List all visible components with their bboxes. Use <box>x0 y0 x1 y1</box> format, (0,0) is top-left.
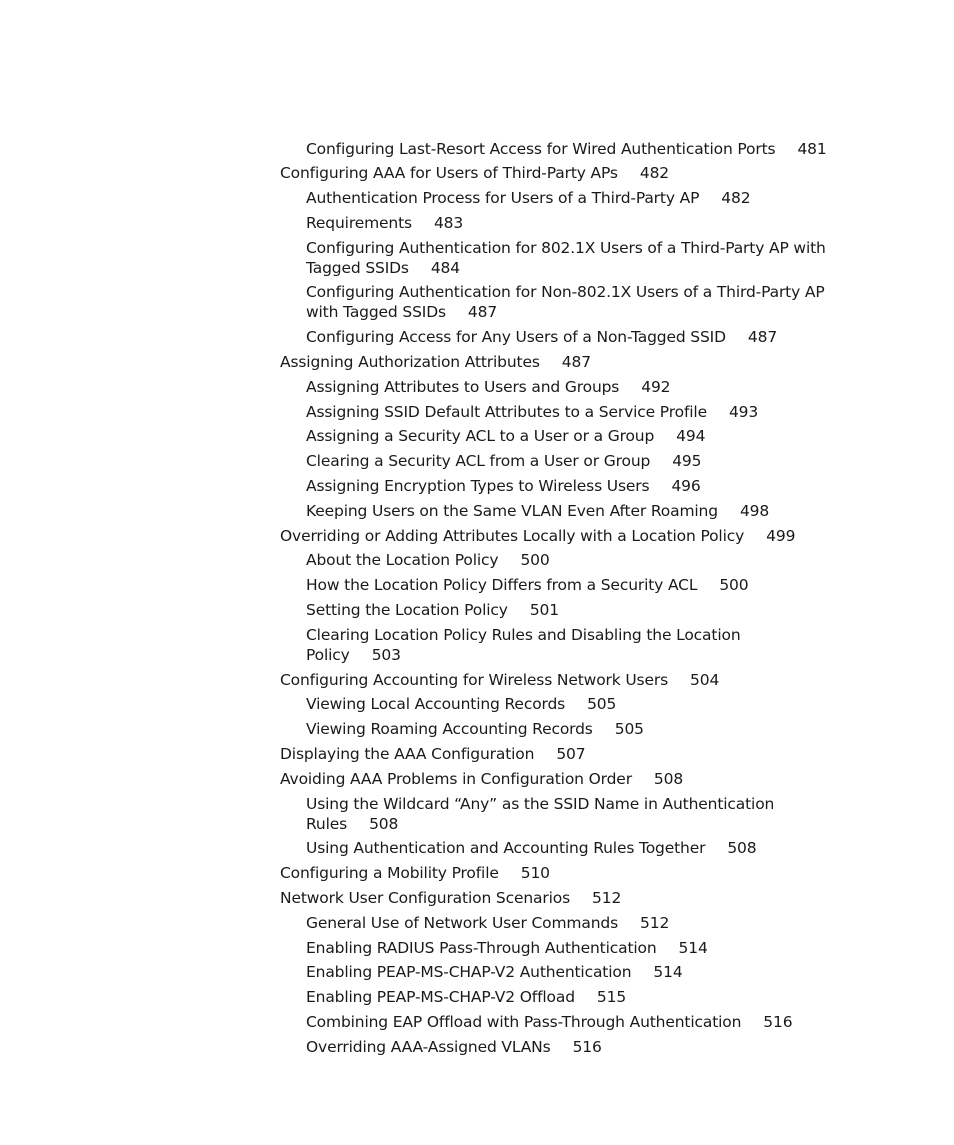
toc-entry-page-number: 498 <box>739 501 770 520</box>
toc-entry-page-number: 482 <box>639 164 669 183</box>
toc-entry-page-number: 514 <box>653 963 683 982</box>
toc-subsection-entry[interactable] <box>280 836 840 861</box>
toc-entry-title: Enabling RADIUS Pass-Through Authentication <box>306 938 657 957</box>
toc-entry-page-number: 501 <box>529 601 559 620</box>
toc-entry-title: Network User Configuration Scenarios <box>280 889 571 908</box>
toc-entry-title: Configuring Access for Any Users of a Non-Tagged SSID <box>306 328 726 347</box>
toc-entry-title: Assigning SSID Default Attributes to a Service Profile <box>306 402 707 421</box>
toc-entry-page-number: 500 <box>520 551 550 570</box>
toc-subsection-entry[interactable] <box>280 399 840 424</box>
toc-section-entry[interactable] <box>280 350 840 375</box>
toc-entry-page-number: 516 <box>572 1037 602 1056</box>
toc-subsection-entry[interactable] <box>280 186 840 211</box>
toc-subsection-entry[interactable] <box>280 960 840 985</box>
toc-section-entry[interactable] <box>280 886 840 911</box>
toc-entry-title: Overriding AAA-Assigned VLANs <box>306 1037 551 1056</box>
toc-entry-page-number: 494 <box>676 427 706 446</box>
toc-entry-title: How the Location Policy Differs from a Security ACL <box>306 576 698 595</box>
toc-entry-title: Avoiding AAA Problems in Configuration Order <box>280 769 632 788</box>
toc-entry-title: Configuring AAA for Users of Third-Party APs <box>280 164 618 183</box>
toc-entry-title: Enabling PEAP-MS-CHAP-V2 Authentication <box>306 963 632 982</box>
toc-subsection-entry[interactable] <box>280 325 840 350</box>
toc-entry-title: General Use of Network User Commands <box>306 913 619 932</box>
toc-entry-page-number: 515 <box>596 988 627 1007</box>
toc-entry-page-number: 508 <box>727 839 757 858</box>
toc-subsection-entry[interactable] <box>280 449 840 474</box>
toc-section-entry[interactable] <box>280 766 840 791</box>
toc-entry-page-number: 487 <box>561 353 591 372</box>
toc-entry-title: Viewing Roaming Accounting Records <box>306 720 593 739</box>
toc-entry-page-number: 482 <box>721 189 751 208</box>
toc-subsection-entry[interactable] <box>280 717 840 742</box>
toc-entry-title: Requirements <box>306 213 412 232</box>
toc-entry-page-number: 512 <box>592 889 622 908</box>
toc-entry-title: Using Authentication and Accounting Rules Together <box>306 839 706 858</box>
toc-subsection-entry[interactable] <box>280 573 840 598</box>
toc-section-entry[interactable] <box>280 523 840 548</box>
toc-entry-page-number: 516 <box>763 1013 793 1031</box>
toc-entry-page-number: 487 <box>467 303 498 322</box>
toc-subsection-entry[interactable] <box>280 235 840 280</box>
toc-subsection-entry[interactable] <box>280 374 840 399</box>
toc-entry-page-number: 499 <box>766 526 796 545</box>
toc-entry-title: Assigning Authorization Attributes <box>280 353 540 372</box>
toc-subsection-entry[interactable] <box>280 280 840 325</box>
toc-entry-title: Clearing Location Policy Rules and Disabling the Location Policy <box>306 625 741 664</box>
toc-entry-page-number: 483 <box>433 213 464 232</box>
toc-entry-page-number: 487 <box>747 328 778 347</box>
toc-subsection-entry[interactable] <box>280 910 840 935</box>
toc-entry-page-number: 492 <box>641 377 671 396</box>
toc-entry-title: Configuring Accounting for Wireless Network Users <box>280 670 669 689</box>
toc-subsection-entry[interactable] <box>280 692 840 717</box>
toc-entry-page-number: 505 <box>587 695 617 714</box>
toc-entry-title: Using the Wildcard “Any” as the SSID Name in Authentication Rules <box>306 794 775 833</box>
toc-subsection-entry[interactable] <box>280 136 840 161</box>
toc-subsection-entry[interactable] <box>280 1034 840 1059</box>
toc-entry-title: Configuring Authentication for 802.1X Users of a Third-Party AP with Tagged SSIDs <box>306 238 826 277</box>
table-of-contents <box>280 136 840 1059</box>
toc-entry-page-number: 481 <box>797 139 827 158</box>
toc-section-entry[interactable] <box>280 861 840 886</box>
toc-section-entry[interactable] <box>280 161 840 186</box>
toc-subsection-entry[interactable] <box>280 210 840 235</box>
toc-entry-title: Assigning Encryption Types to Wireless Users <box>306 477 650 496</box>
toc-subsection-entry[interactable] <box>280 474 840 499</box>
toc-subsection-entry[interactable] <box>280 424 840 449</box>
toc-entry-title: Clearing a Security ACL from a User or Group <box>306 452 651 471</box>
toc-entry-title: About the Location Policy <box>306 551 499 570</box>
toc-entry-title: Configuring Authentication for Non-802.1X Users of a Third-Party AP with Tagged SSIDs <box>306 283 825 322</box>
toc-entry-page-number: 512 <box>640 913 670 932</box>
toc-entry-page-number: 495 <box>672 452 702 471</box>
toc-subsection-entry[interactable] <box>280 1010 840 1035</box>
toc-entry-page-number: 500 <box>719 576 749 595</box>
toc-section-entry[interactable] <box>280 667 840 692</box>
toc-entry-page-number: 493 <box>728 402 759 421</box>
toc-entry-page-number: 510 <box>520 864 550 883</box>
toc-entry-page-number: 484 <box>430 258 460 277</box>
toc-subsection-entry[interactable] <box>280 935 840 960</box>
toc-entry-title: Keeping Users on the Same VLAN Even After Roaming <box>306 501 718 520</box>
toc-entry-title: Overriding or Adding Attributes Locally with a Location Policy <box>280 526 745 545</box>
toc-subsection-entry[interactable] <box>280 622 840 667</box>
toc-subsection-entry[interactable] <box>280 498 840 523</box>
toc-entry-title: Displaying the AAA Configuration <box>280 745 535 764</box>
toc-subsection-entry[interactable] <box>280 791 840 836</box>
toc-entry-title: Viewing Local Accounting Records <box>306 695 566 714</box>
toc-entry-title: Configuring Last-Resort Access for Wired Authentication Ports <box>306 139 776 158</box>
toc-entry-page-number: 508 <box>653 769 684 788</box>
toc-entry-title: Assigning a Security ACL to a User or a Group <box>306 427 655 446</box>
toc-entry-title: Combining EAP Offload with Pass-Through Authentication <box>306 1013 742 1031</box>
toc-entry-title: Enabling PEAP-MS-CHAP-V2 Offload <box>306 988 575 1007</box>
toc-entry-page-number: 507 <box>556 745 586 764</box>
toc-entry-title: Assigning Attributes to Users and Groups <box>306 377 620 396</box>
toc-entry-title: Configuring a Mobility Profile <box>280 864 499 883</box>
toc-entry-title: Setting the Location Policy <box>306 601 508 620</box>
toc-entry-title: Authentication Process for Users of a Third-Party AP <box>306 189 700 208</box>
toc-entry-page-number: 505 <box>614 720 644 739</box>
toc-subsection-entry[interactable] <box>280 598 840 623</box>
toc-entry-page-number: 503 <box>371 645 401 664</box>
toc-section-entry[interactable] <box>280 742 840 767</box>
toc-entry-page-number: 496 <box>671 477 701 496</box>
toc-subsection-entry[interactable] <box>280 985 840 1010</box>
toc-entry-page-number: 508 <box>369 814 399 833</box>
toc-entry-page-number: 514 <box>678 938 708 957</box>
toc-entry-page-number: 504 <box>690 670 720 689</box>
toc-subsection-entry[interactable] <box>280 548 840 573</box>
